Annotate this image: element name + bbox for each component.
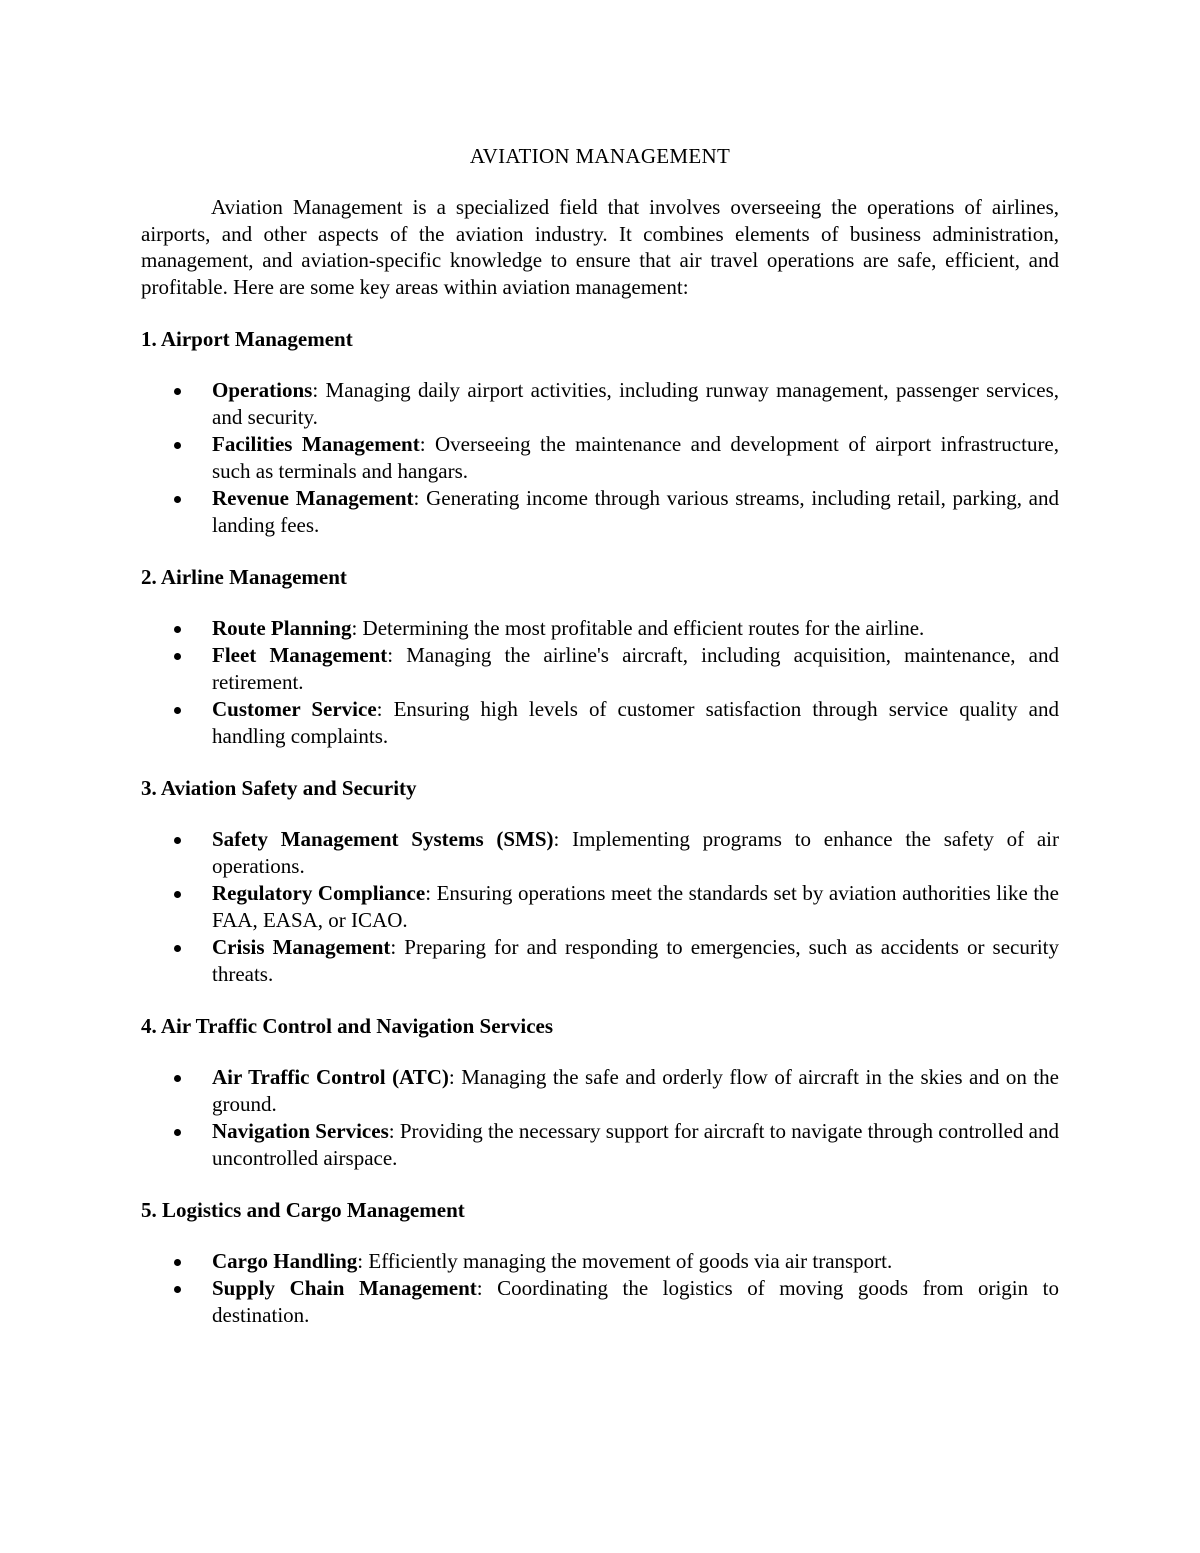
section-air-traffic-control bbox=[141, 1012, 1059, 1172]
section-airport-management bbox=[141, 325, 1059, 539]
item-description: : Efficiently managing the movement of goods via air transport. bbox=[357, 1249, 893, 1273]
section-aviation-safety-security bbox=[141, 774, 1059, 988]
list-item bbox=[141, 880, 1059, 934]
list-item bbox=[141, 1248, 1059, 1275]
bullet-list bbox=[141, 1248, 1059, 1329]
item-term: Revenue Management bbox=[212, 486, 414, 510]
item-description: : Implementing programs to enhance the safety of air operations. bbox=[212, 827, 1059, 878]
item-description: : Managing daily airport activities, including runway management, passenger services, and security. bbox=[212, 378, 1059, 429]
section-heading: 4. Air Traffic Control and Navigation Services bbox=[141, 1014, 554, 1038]
bullet-icon bbox=[174, 1259, 181, 1266]
list-item bbox=[141, 642, 1059, 696]
bullet-icon bbox=[174, 388, 181, 395]
list-item bbox=[141, 826, 1059, 880]
list-item bbox=[141, 1118, 1059, 1172]
item-description: : Providing the necessary support for aircraft to navigate through controlled and uncontrolled airspace. bbox=[212, 1119, 1059, 1170]
item-term: Regulatory Compliance bbox=[212, 881, 426, 905]
item-term: Crisis Management bbox=[212, 935, 391, 959]
bullet-list bbox=[141, 826, 1059, 988]
item-description: : Overseeing the maintenance and development of airport infrastructure, such as terminals and hangars. bbox=[212, 432, 1060, 483]
list-item bbox=[141, 485, 1059, 539]
list-item bbox=[141, 1064, 1059, 1118]
item-description: : Coordinating the logistics of moving goods from origin to destination. bbox=[212, 1276, 1059, 1327]
item-description: : Ensuring operations meet the standards set by aviation authorities like the FAA, EASA, or ICAO. bbox=[212, 881, 1059, 932]
bullet-icon bbox=[174, 496, 181, 503]
list-item bbox=[141, 696, 1059, 750]
item-description: : Managing the safe and orderly flow of aircraft in the skies and on the ground. bbox=[212, 1065, 1059, 1116]
bullet-icon bbox=[174, 1075, 181, 1082]
section-heading: 1. Airport Management bbox=[141, 327, 353, 351]
item-description: : Ensuring high levels of customer satisfaction through service quality and handling complaints. bbox=[212, 697, 1060, 748]
item-description: : Generating income through various streams, including retail, parking, and landing fees. bbox=[212, 486, 1059, 537]
item-term: Air Traffic Control (ATC) bbox=[212, 1065, 449, 1089]
bullet-list bbox=[141, 377, 1059, 539]
item-term: Facilities Management bbox=[212, 432, 420, 456]
bullet-icon bbox=[174, 1129, 181, 1136]
section-heading: 5. Logistics and Cargo Management bbox=[141, 1198, 465, 1222]
item-term: Fleet Management bbox=[212, 643, 388, 667]
item-description: : Preparing for and responding to emergencies, such as accidents or security threats. bbox=[212, 935, 1060, 986]
bullet-icon bbox=[174, 1286, 181, 1293]
document-title: AVIATION MANAGEMENT bbox=[469, 144, 731, 168]
item-description: : Determining the most profitable and efficient routes for the airline. bbox=[351, 616, 925, 640]
section-heading: 3. Aviation Safety and Security bbox=[141, 776, 417, 800]
list-item bbox=[141, 934, 1059, 988]
item-term: Supply Chain Management bbox=[212, 1276, 477, 1300]
bullet-icon bbox=[174, 837, 181, 844]
section-airline-management bbox=[141, 563, 1059, 750]
list-item bbox=[141, 615, 1059, 642]
bullet-icon bbox=[174, 945, 181, 952]
bullet-list bbox=[141, 1064, 1059, 1172]
list-item bbox=[141, 377, 1059, 431]
item-term: Cargo Handling bbox=[212, 1249, 358, 1273]
item-term: Operations bbox=[212, 378, 313, 402]
bullet-icon bbox=[174, 442, 181, 449]
list-item bbox=[141, 1275, 1059, 1329]
item-term: Safety Management Systems (SMS) bbox=[212, 827, 554, 851]
bullet-icon bbox=[174, 891, 181, 898]
document-page bbox=[141, 142, 1059, 1353]
bullet-list bbox=[141, 615, 1059, 750]
list-item bbox=[141, 431, 1059, 485]
bullet-icon bbox=[174, 626, 181, 633]
intro-paragraph: Aviation Management is a specialized field that involves overseeing the operations of airlines, airports, and other aspects of the aviation industry. It combines elements of business administration, management, and aviation-specific knowledge to ensure that air travel operations are safe, efficient, and profitable. Here are some key areas within aviation management: bbox=[141, 195, 1059, 299]
item-term: Navigation Services bbox=[212, 1119, 389, 1143]
item-description: : Managing the airline's aircraft, including acquisition, maintenance, and retirement. bbox=[212, 643, 1059, 694]
item-term: Route Planning bbox=[212, 616, 352, 640]
section-logistics-cargo bbox=[141, 1196, 1059, 1329]
bullet-icon bbox=[174, 707, 181, 714]
section-heading: 2. Airline Management bbox=[141, 565, 347, 589]
bullet-icon bbox=[174, 653, 181, 660]
item-term: Customer Service bbox=[212, 697, 377, 721]
